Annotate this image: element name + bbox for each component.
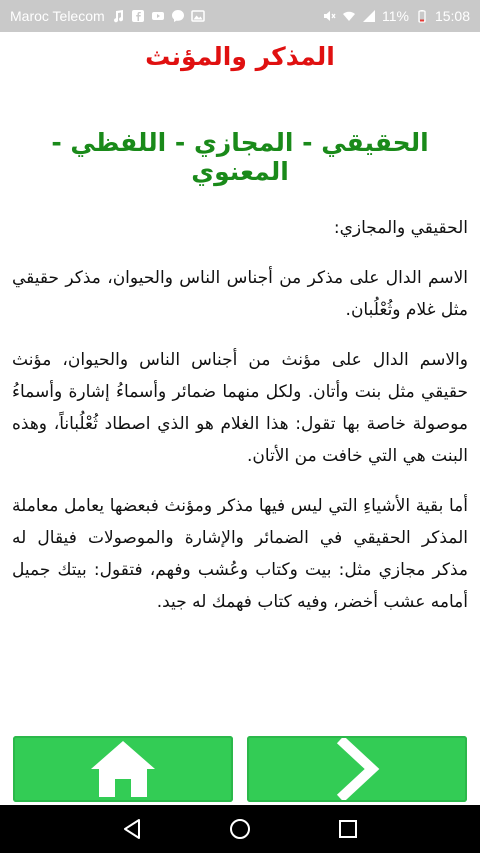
wifi-icon [342, 9, 356, 23]
music-note-icon [111, 9, 125, 23]
article-body [12, 212, 468, 636]
youtube-icon [151, 9, 165, 23]
page-title: المذكر والمؤنث [145, 42, 335, 71]
clock: 15:08 [434, 8, 470, 24]
home-button[interactable] [13, 736, 233, 802]
status-left [10, 8, 205, 24]
mute-icon [322, 9, 336, 23]
bottom-nav [0, 732, 480, 804]
arrow-right-icon [332, 738, 382, 800]
status-bar [0, 0, 480, 32]
facebook-icon [131, 9, 145, 23]
signal-icon [362, 9, 376, 23]
system-nav-bar [0, 805, 480, 853]
image-icon [191, 9, 205, 23]
back-icon[interactable] [120, 817, 144, 841]
home-circle-icon[interactable] [228, 817, 252, 841]
section-subtitle: الحقيقي - المجازي - اللفظي - المعنوي [51, 128, 429, 186]
article-paragraph: أما بقية الأشياءِ التي ليس فيها مذكر ومؤنث فبعضها يعامل معاملة المذكر الحقيقي في الضمائر والإشارة والموصولات فيقال له مذكر مجازي مثل: بيت وكتاب وعُشب وفهم، فتقول: بيتك جميل أمامه عشب أخضر، وفيه كتاب فهمك له جيد. [12, 496, 468, 612]
article-paragraph: الحقيقي والمجازي: [333, 218, 468, 238]
messenger-icon [171, 9, 185, 23]
content-area[interactable] [0, 32, 480, 732]
battery-icon [415, 9, 429, 23]
battery-percentage: 11% [381, 8, 409, 24]
home-icon [88, 738, 158, 800]
article-paragraph: الاسم الدال على مذكر من أجناس الناس والحيوان، مذكر حقيقي مثل غلام وثُعْلُبان. [12, 268, 468, 320]
next-button[interactable] [247, 736, 467, 802]
recents-icon[interactable] [336, 817, 360, 841]
article-paragraph: والاسم الدال على مؤنث من أجناس الناس والحيوان، مؤنث حقيقي مثل بنت وأتان. ولكل منهما ضمائر وأسماءُ إشارة وأسماءُ موصولة خاصة بها تقول: هذا الغلام هو الذي اصطاد ثُعْلُباناً، وهذه البنت هي التي خافت من الأتان. [12, 350, 468, 466]
carrier-label: Maroc Telecom [10, 8, 105, 24]
status-right [322, 8, 470, 24]
